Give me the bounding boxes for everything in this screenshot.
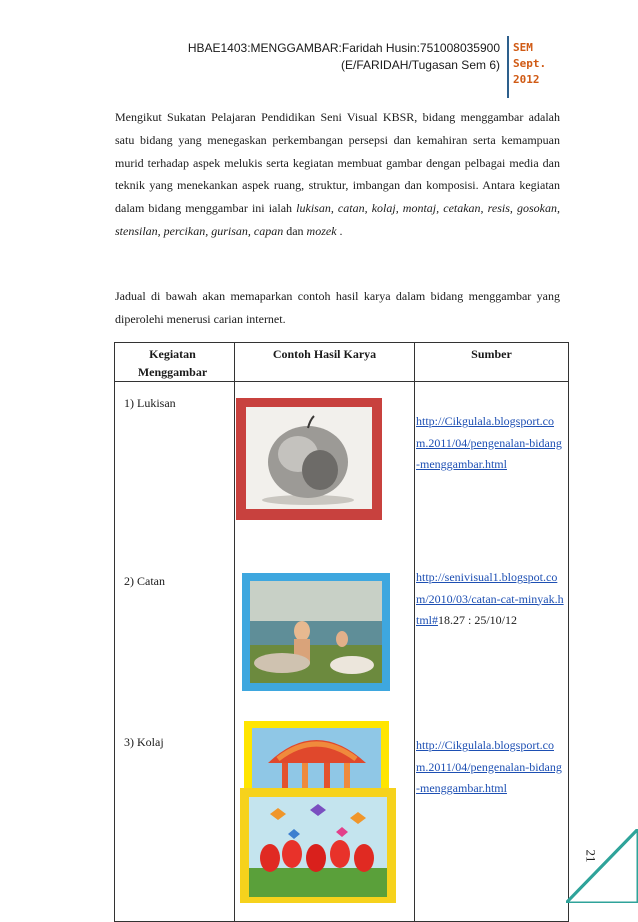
row-label-kolaj: 3) Kolaj [124, 735, 164, 749]
activity-column [115, 382, 235, 922]
intro-end: . [336, 223, 343, 238]
header-kegiatan: Kegiatan Menggambar [115, 343, 235, 382]
source-kolaj [416, 735, 564, 800]
row-label-lukisan: 1) Lukisan [124, 396, 176, 410]
header-line-2: (E/FARIDAH/Tugasan Sem 6) [341, 58, 500, 72]
header-side-month: Sept. [513, 57, 547, 70]
source-link-kolaj[interactable]: http://Cikgulala.blogsport.com.2011/04/pengenalan-bidang-menggambar.html [416, 738, 562, 795]
intro-italic-list: lukisan, catan, kolaj, montaj, cetakan, resis, gosokan, stensilan, percikan, gurisan, capan [115, 201, 560, 238]
collage-jellyfish-image [244, 721, 389, 793]
document-header [150, 40, 500, 74]
page-number-badge [566, 829, 638, 903]
page-number: 21 [583, 849, 599, 863]
source-link-catan[interactable]: http://senivisual1.blogspot.com/2010/03/catan-cat-minyak.html# [416, 570, 564, 627]
source-catan [416, 567, 564, 632]
apple-drawing-image [236, 398, 382, 520]
header-contoh: Contoh Hasil Karya [235, 343, 415, 382]
header-divider [507, 36, 509, 98]
painting-image [242, 573, 390, 691]
header-side-label [513, 40, 546, 88]
header-sumber: Sumber [415, 343, 569, 382]
intro-text: Mengikut Sukatan Pelajaran Pendidikan Seni Visual KBSR, bidang menggambar adalah satu bidang yang menegaskan perkembangan persepsi dan kemahiran serta kemampuan murid terhadap aspek melukis serta kegiatan membuat gambar dengan pelbagai media dan teknik yang menekankan aspek ruang, struktur, imbangan dan komposisi. Antara kegiatan dalam bidang menggambar ini ialah [115, 110, 560, 216]
table-intro-paragraph: Jadual di bawah akan memaparkan contoh hasil karya dalam bidang menggambar yang diperolehi menerusi carian internet. [115, 289, 560, 326]
intro-paragraph [115, 106, 560, 243]
source-link-lukisan[interactable]: http://Cikgulala.blogsport.com.2011/04/pengenalan-bidang-menggambar.html [416, 414, 562, 471]
intro-and: dan [283, 223, 307, 238]
header-side-sem: SEM [513, 41, 533, 54]
header-side-year: 2012 [513, 73, 540, 86]
intro-last-item: mozek [306, 223, 337, 238]
source-lukisan [416, 411, 564, 476]
row-label-catan: 2) Catan [124, 574, 165, 588]
header-line-1: HBAE1403:MENGGAMBAR:Faridah Husin:751008035900 [187, 41, 500, 55]
source-catan-timestamp: 18.27 : 25/10/12 [438, 613, 518, 627]
collage-tulips-image [240, 788, 396, 903]
